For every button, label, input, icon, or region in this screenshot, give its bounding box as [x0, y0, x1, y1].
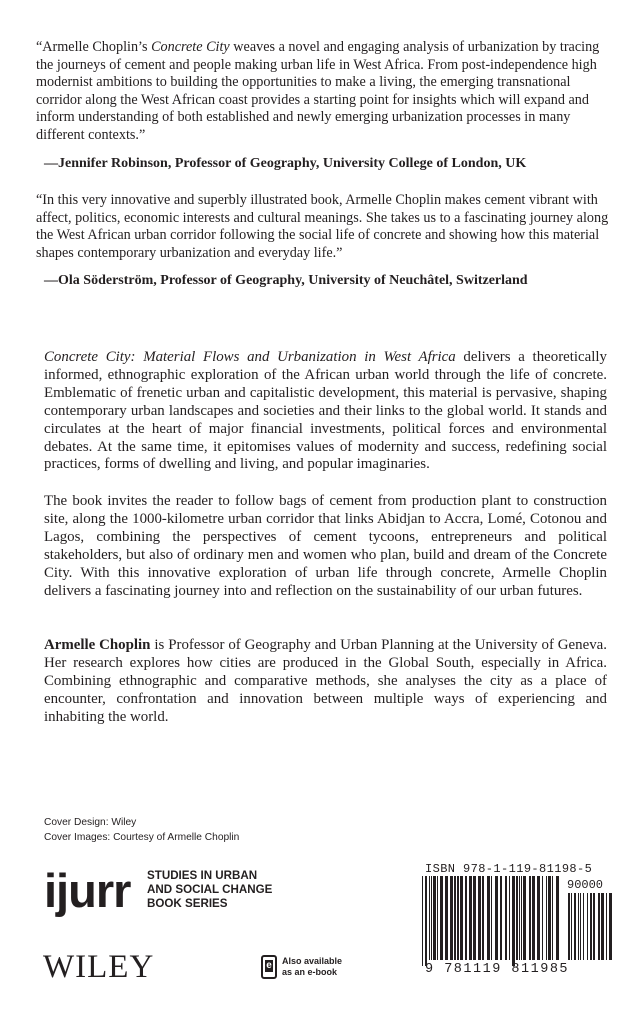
barcode-bar — [500, 876, 502, 960]
barcode-bar — [422, 876, 423, 966]
barcode-bar — [487, 876, 490, 960]
barcode-bar — [457, 876, 459, 960]
barcode-bar — [587, 893, 588, 960]
barcode-bar — [425, 876, 427, 966]
barcode-bar — [491, 876, 492, 960]
barcode-bar — [478, 876, 481, 960]
barcode-bar — [509, 876, 510, 960]
endorsement-quote-2: “In this very innovative and superbly illustrated book, Armelle Choplin makes cement vibrant with affect, politics, economic interests and cultural meanings. She takes us to a fascinating journey along the West African urban corridor following the social life of concrete and showing how this material shapes contemporary urbanization and everyday life.” — [36, 192, 609, 261]
barcode-bar — [473, 876, 476, 960]
price-code: 90000 — [567, 878, 604, 892]
barcode-bar — [556, 876, 559, 960]
barcode-bar — [548, 876, 551, 960]
quote-1-text: weaves a novel and engaging analysis of urbanization by tracing the journeys of cement and people making urban life in West Africa. From post-independence high modernist ambitions to building the opportunities to make a living, the emerging transnational corridor along the West African coast provides a starting point for insights which will expand and inform understanding of both established and newly emerging urbanization processes in many different contexts.” — [36, 39, 600, 143]
ebook-notice-line-1: Also available — [282, 956, 343, 966]
ebook-notice-line-2: as an e-book — [282, 967, 338, 977]
barcode-bar — [460, 876, 463, 960]
author-bio-text: is Professor of Geography and Urban Planning at the University of Geneva. Her research explores how cities are produced in the Global South, especially in Africa. Combining ethnographic and comparative methods, she analyses the city as a place of encounter, confrontation and innovation between multiple ways of experiencing and inhabiting the world. — [44, 637, 607, 725]
barcode-bar — [482, 876, 484, 960]
barcode-bar — [519, 876, 520, 960]
barcode-bar — [529, 876, 531, 960]
wiley-logo: WILEY — [43, 949, 155, 985]
barcode-bar — [454, 876, 456, 960]
barcode-bar — [546, 876, 547, 960]
barcode-bar — [609, 893, 612, 960]
description-paragraph-2: The book invites the reader to follow bags of cement from production plant to construction site, along the 1000-kilometre urban corridor that links Abidjan to Accra, Lomé, Cotonou and Lagos, combining the perspectives of cement tycoons, entrepreneurs and political stakeholders, but also of ordinary men and women who plan, build and dream of the Concrete City. With this innovative exploration of urban life through concrete, Armelle Choplin delivers a fascinating journey into and reflection on the sustainability of our urban futures. — [44, 493, 607, 599]
barcode-bar — [495, 876, 498, 960]
barcode-bar — [521, 876, 522, 960]
barcode-bar — [590, 893, 592, 960]
endorsement-attribution-1: —Jennifer Robinson, Professor of Geography, University College of London, UK — [44, 156, 527, 171]
description-paragraph-1 — [44, 349, 607, 474]
series-name — [147, 869, 272, 911]
quote-1-lead: “Armelle Choplin’s — [36, 39, 152, 55]
barcode-bar — [537, 876, 540, 960]
barcode-bar — [505, 876, 507, 960]
description-book-title: Concrete City: Material Flows and Urbanization in West Africa — [44, 349, 456, 365]
barcode-bar — [568, 893, 570, 960]
barcode-bar — [542, 876, 543, 960]
ijurr-logo: ijurr — [44, 864, 131, 917]
barcode-icon — [421, 876, 563, 966]
description-paragraph-1-text: delivers a theoretically informed, ethnographic exploration of the African urban world through the life of concrete. Emblematic of frenetic urban and capitalistic development, this material is pervasive, shaping contemporary urban landscapes and societies and their links to the global world. It stands and circulates at the heart of major financial investments, political forces and environmental debates. At the same time, it epitomises values of modernity and success, redefining social practices, forms of dwelling and living, and popular imaginaries. — [44, 349, 607, 473]
cover-design-credit: Cover Design: Wiley — [44, 817, 137, 828]
quote-1-book-title: Concrete City — [151, 39, 230, 55]
barcode-bar — [532, 876, 535, 960]
cover-credits — [44, 815, 239, 845]
isbn-label: ISBN 978-1-119-81198-5 — [425, 862, 593, 876]
barcode-bar — [606, 893, 607, 960]
author-bio — [44, 637, 607, 727]
endorsement-quote-1 — [36, 39, 610, 145]
barcode-bar — [598, 893, 600, 960]
barcode-bar — [571, 893, 572, 960]
barcode-bar — [578, 893, 579, 960]
series-line-1: STUDIES IN URBAN — [147, 869, 258, 882]
barcode-bar — [523, 876, 526, 960]
e-book-icon: e — [261, 955, 277, 979]
price-barcode-icon — [567, 893, 615, 966]
barcode-bar — [469, 876, 472, 960]
barcode-bar — [583, 893, 584, 960]
barcode-bar — [431, 876, 432, 960]
barcode-bar — [512, 876, 515, 966]
barcode-bar — [433, 876, 436, 960]
endorsement-attribution-2: —Ola Söderström, Professor of Geography, University of Neuchâtel, Switzerland — [44, 273, 528, 288]
series-line-3: BOOK SERIES — [147, 897, 228, 910]
series-line-2: AND SOCIAL CHANGE — [147, 883, 273, 896]
barcode-bar — [580, 893, 581, 960]
barcode-bar — [574, 893, 576, 960]
barcode-bar — [445, 876, 448, 960]
author-name: Armelle Choplin — [44, 637, 151, 653]
barcode-bar — [450, 876, 453, 960]
cover-images-credit: Cover Images: Courtesy of Armelle Choplin — [44, 832, 240, 843]
barcode-bar — [429, 876, 430, 960]
barcode-bar — [437, 876, 438, 960]
barcode-bar — [440, 876, 443, 960]
barcode-bar — [516, 876, 518, 960]
barcode-bar — [593, 893, 595, 960]
barcode-bar — [552, 876, 553, 960]
barcode-bar — [601, 893, 604, 960]
barcode-bar — [465, 876, 467, 960]
ebook-notice — [282, 956, 342, 978]
barcode-digits: 9 781119 811985 — [425, 962, 570, 977]
